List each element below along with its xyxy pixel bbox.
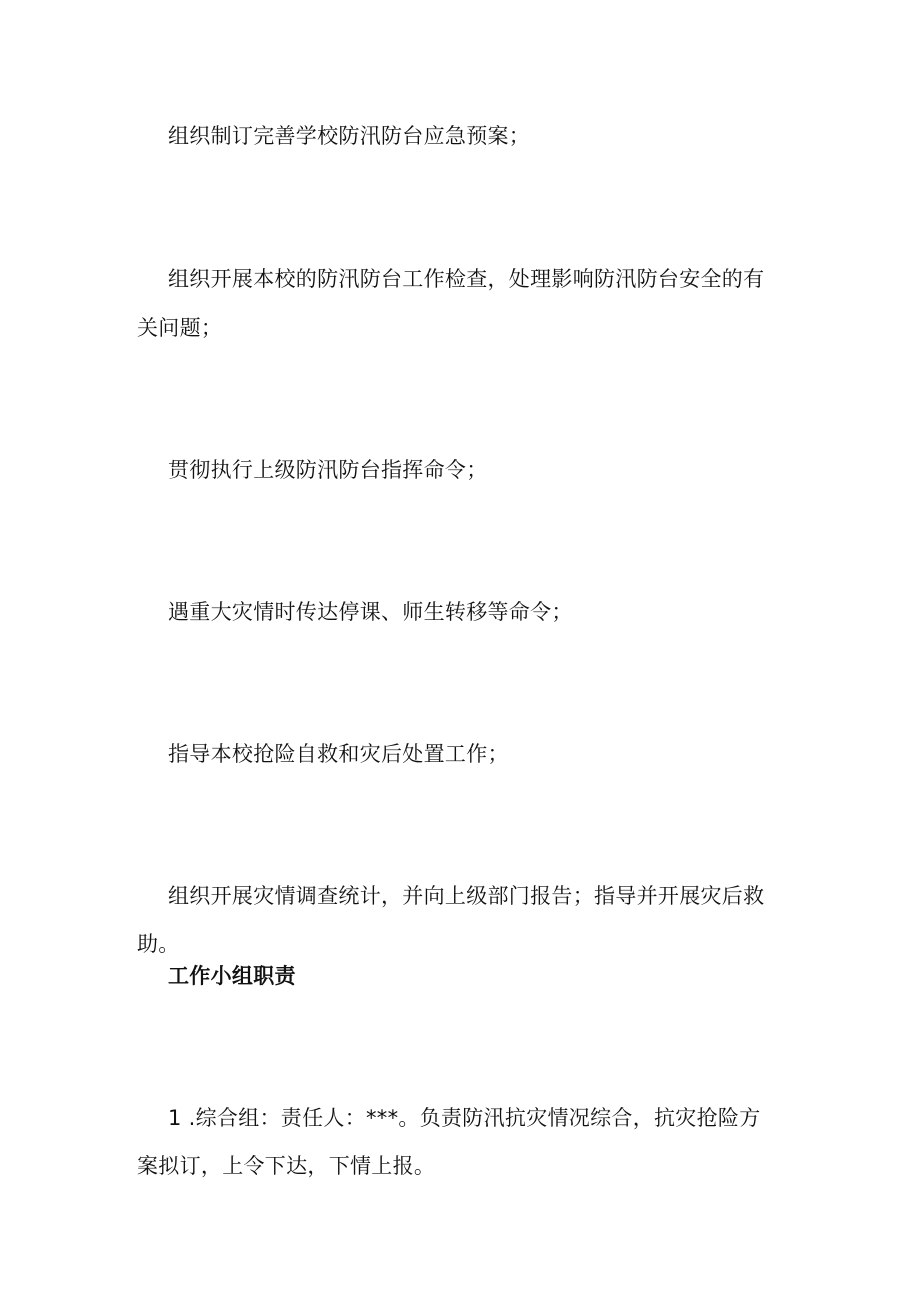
duty-item-survey-line1: 组织开展灾情调查统计，并向上级部门报告；指导并开展灾后救 (168, 884, 765, 908)
duty-item-inspection-line1: 组织开展本校的防汛防台工作检查，处理影响防汛防台安全的有 (168, 267, 765, 291)
duty-item-inspection-line2: 关问题； (137, 316, 223, 340)
duty-item-survey-line2: 助。 (137, 932, 180, 956)
group-item-1-line2: 案拟订，上令下达，下情上报。 (137, 1154, 436, 1178)
duty-item-command: 贯彻执行上级防汛防台指挥命令； (168, 458, 488, 482)
section-heading: 工作小组职责 (168, 964, 296, 988)
duty-item-rescue: 指导本校抢险自救和灾后处置工作； (168, 742, 509, 766)
duty-item-plan: 组织制订完善学校防汛防台应急预案； (168, 124, 531, 148)
group-item-1-line1: 1 .综合组：责任人：***。负责防汛抗灾情况综合，抗灾抢险方 (168, 1106, 761, 1130)
duty-item-disaster-notice: 遇重大灾情时传达停课、师生转移等命令； (168, 600, 573, 624)
